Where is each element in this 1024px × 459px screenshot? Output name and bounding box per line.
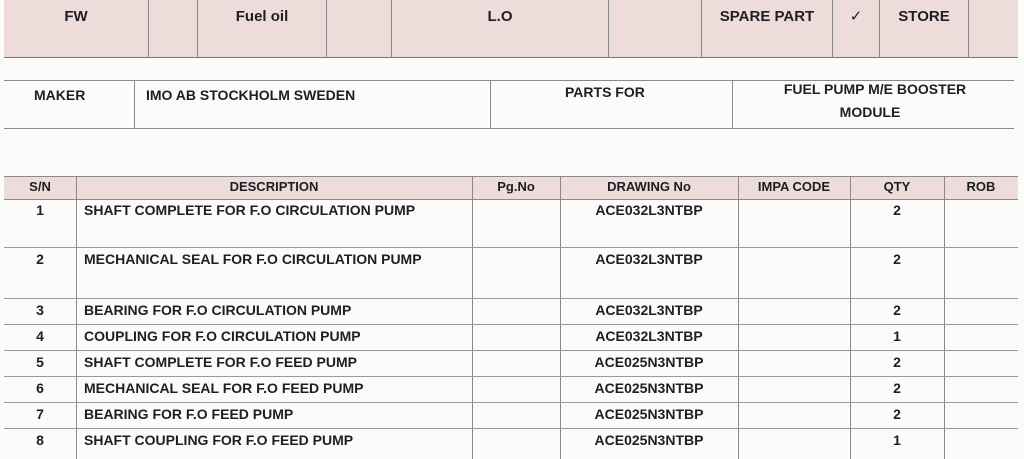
header-description: DESCRIPTION — [229, 179, 319, 194]
category-fw — [4, 0, 149, 57]
cell-drawing-no: ACE032L3NTBP — [595, 328, 703, 344]
category-band — [4, 0, 1018, 58]
cell-qty: 1 — [893, 432, 901, 448]
parts-for-value-line2: MODULE — [839, 104, 901, 120]
table-row — [4, 403, 1018, 429]
table-row — [4, 325, 1018, 351]
cell-sn: 1 — [36, 202, 44, 218]
table-header — [4, 176, 1018, 200]
cell-drawing-no: ACE025N3NTBP — [594, 354, 704, 370]
header-sn: S/N — [29, 179, 51, 194]
category-fw-label: FW — [64, 8, 88, 25]
cell-qty: 2 — [893, 380, 901, 396]
cell-drawing-no: ACE032L3NTBP — [595, 202, 703, 218]
parts-table — [4, 199, 1018, 459]
header-drawing-no: DRAWING No — [607, 179, 691, 194]
maker-value: IMO AB STOCKHOLM SWEDEN — [146, 87, 356, 103]
cell-description: SHAFT COMPLETE FOR F.O CIRCULATION PUMP — [84, 202, 416, 218]
cell-sn: 2 — [36, 251, 44, 267]
category-lo — [392, 0, 609, 57]
table-row — [4, 248, 1018, 299]
category-spare-part-label: SPARE PART — [719, 8, 815, 25]
category-lo-box — [609, 0, 702, 57]
cell-sn: 8 — [36, 432, 44, 448]
cell-sn: 6 — [36, 380, 44, 396]
maker-divider-2 — [490, 80, 491, 128]
category-spare-part — [702, 0, 833, 57]
cell-sn: 7 — [36, 406, 44, 422]
maker-label: MAKER — [34, 87, 86, 103]
maker-divider-3 — [732, 80, 733, 128]
cell-qty: 2 — [893, 202, 901, 218]
cell-drawing-no: ACE025N3NTBP — [594, 432, 704, 448]
maker-divider-1 — [134, 80, 135, 128]
category-store — [880, 0, 969, 57]
cell-drawing-no: ACE032L3NTBP — [595, 251, 703, 267]
parts-for-label: PARTS FOR — [565, 84, 645, 100]
cell-description: BEARING FOR F.O CIRCULATION PUMP — [84, 302, 352, 318]
cell-description: COUPLING FOR F.O CIRCULATION PUMP — [84, 328, 361, 344]
category-store-label: STORE — [898, 8, 950, 25]
cell-description: MECHANICAL SEAL FOR F.O FEED PUMP — [84, 380, 364, 396]
cell-qty: 2 — [893, 406, 901, 422]
check-mark-icon: ✓ — [833, 0, 880, 57]
header-impa-code: IMPA CODE — [757, 179, 831, 194]
cell-sn: 4 — [36, 328, 44, 344]
category-fuel-oil-label: Fuel oil — [235, 8, 289, 25]
cell-description: SHAFT COUPLING FOR F.O FEED PUMP — [84, 432, 354, 448]
cell-qty: 1 — [893, 328, 901, 344]
header-pg-no: Pg.No — [497, 179, 535, 194]
cell-qty: 2 — [893, 251, 901, 267]
cell-qty: 2 — [893, 354, 901, 370]
cell-drawing-no: ACE032L3NTBP — [595, 302, 703, 318]
cell-description: BEARING FOR F.O FEED PUMP — [84, 406, 294, 422]
table-row — [4, 377, 1018, 403]
category-fuel-oil — [198, 0, 327, 57]
cell-drawing-no: ACE025N3NTBP — [594, 406, 704, 422]
cell-sn: 5 — [36, 354, 44, 370]
category-fuel-oil-box — [327, 0, 392, 57]
cell-description: MECHANICAL SEAL FOR F.O CIRCULATION PUMP — [84, 251, 422, 267]
header-rob: ROB — [966, 179, 996, 194]
table-row — [4, 299, 1018, 325]
category-lo-label: L.O — [487, 8, 513, 25]
header-qty: QTY — [883, 179, 911, 194]
cell-sn: 3 — [36, 302, 44, 318]
table-row — [4, 199, 1018, 248]
cell-qty: 2 — [893, 302, 901, 318]
maker-row-bottom-rule — [4, 128, 1014, 129]
table-row — [4, 351, 1018, 377]
category-fw-box — [149, 0, 198, 57]
category-store-box — [969, 0, 1018, 57]
cell-drawing-no: ACE025N3NTBP — [594, 380, 704, 396]
parts-for-value-line1: FUEL PUMP M/E BOOSTER — [783, 81, 967, 97]
cell-description: SHAFT COMPLETE FOR F.O FEED PUMP — [84, 354, 358, 370]
table-row — [4, 429, 1018, 454]
